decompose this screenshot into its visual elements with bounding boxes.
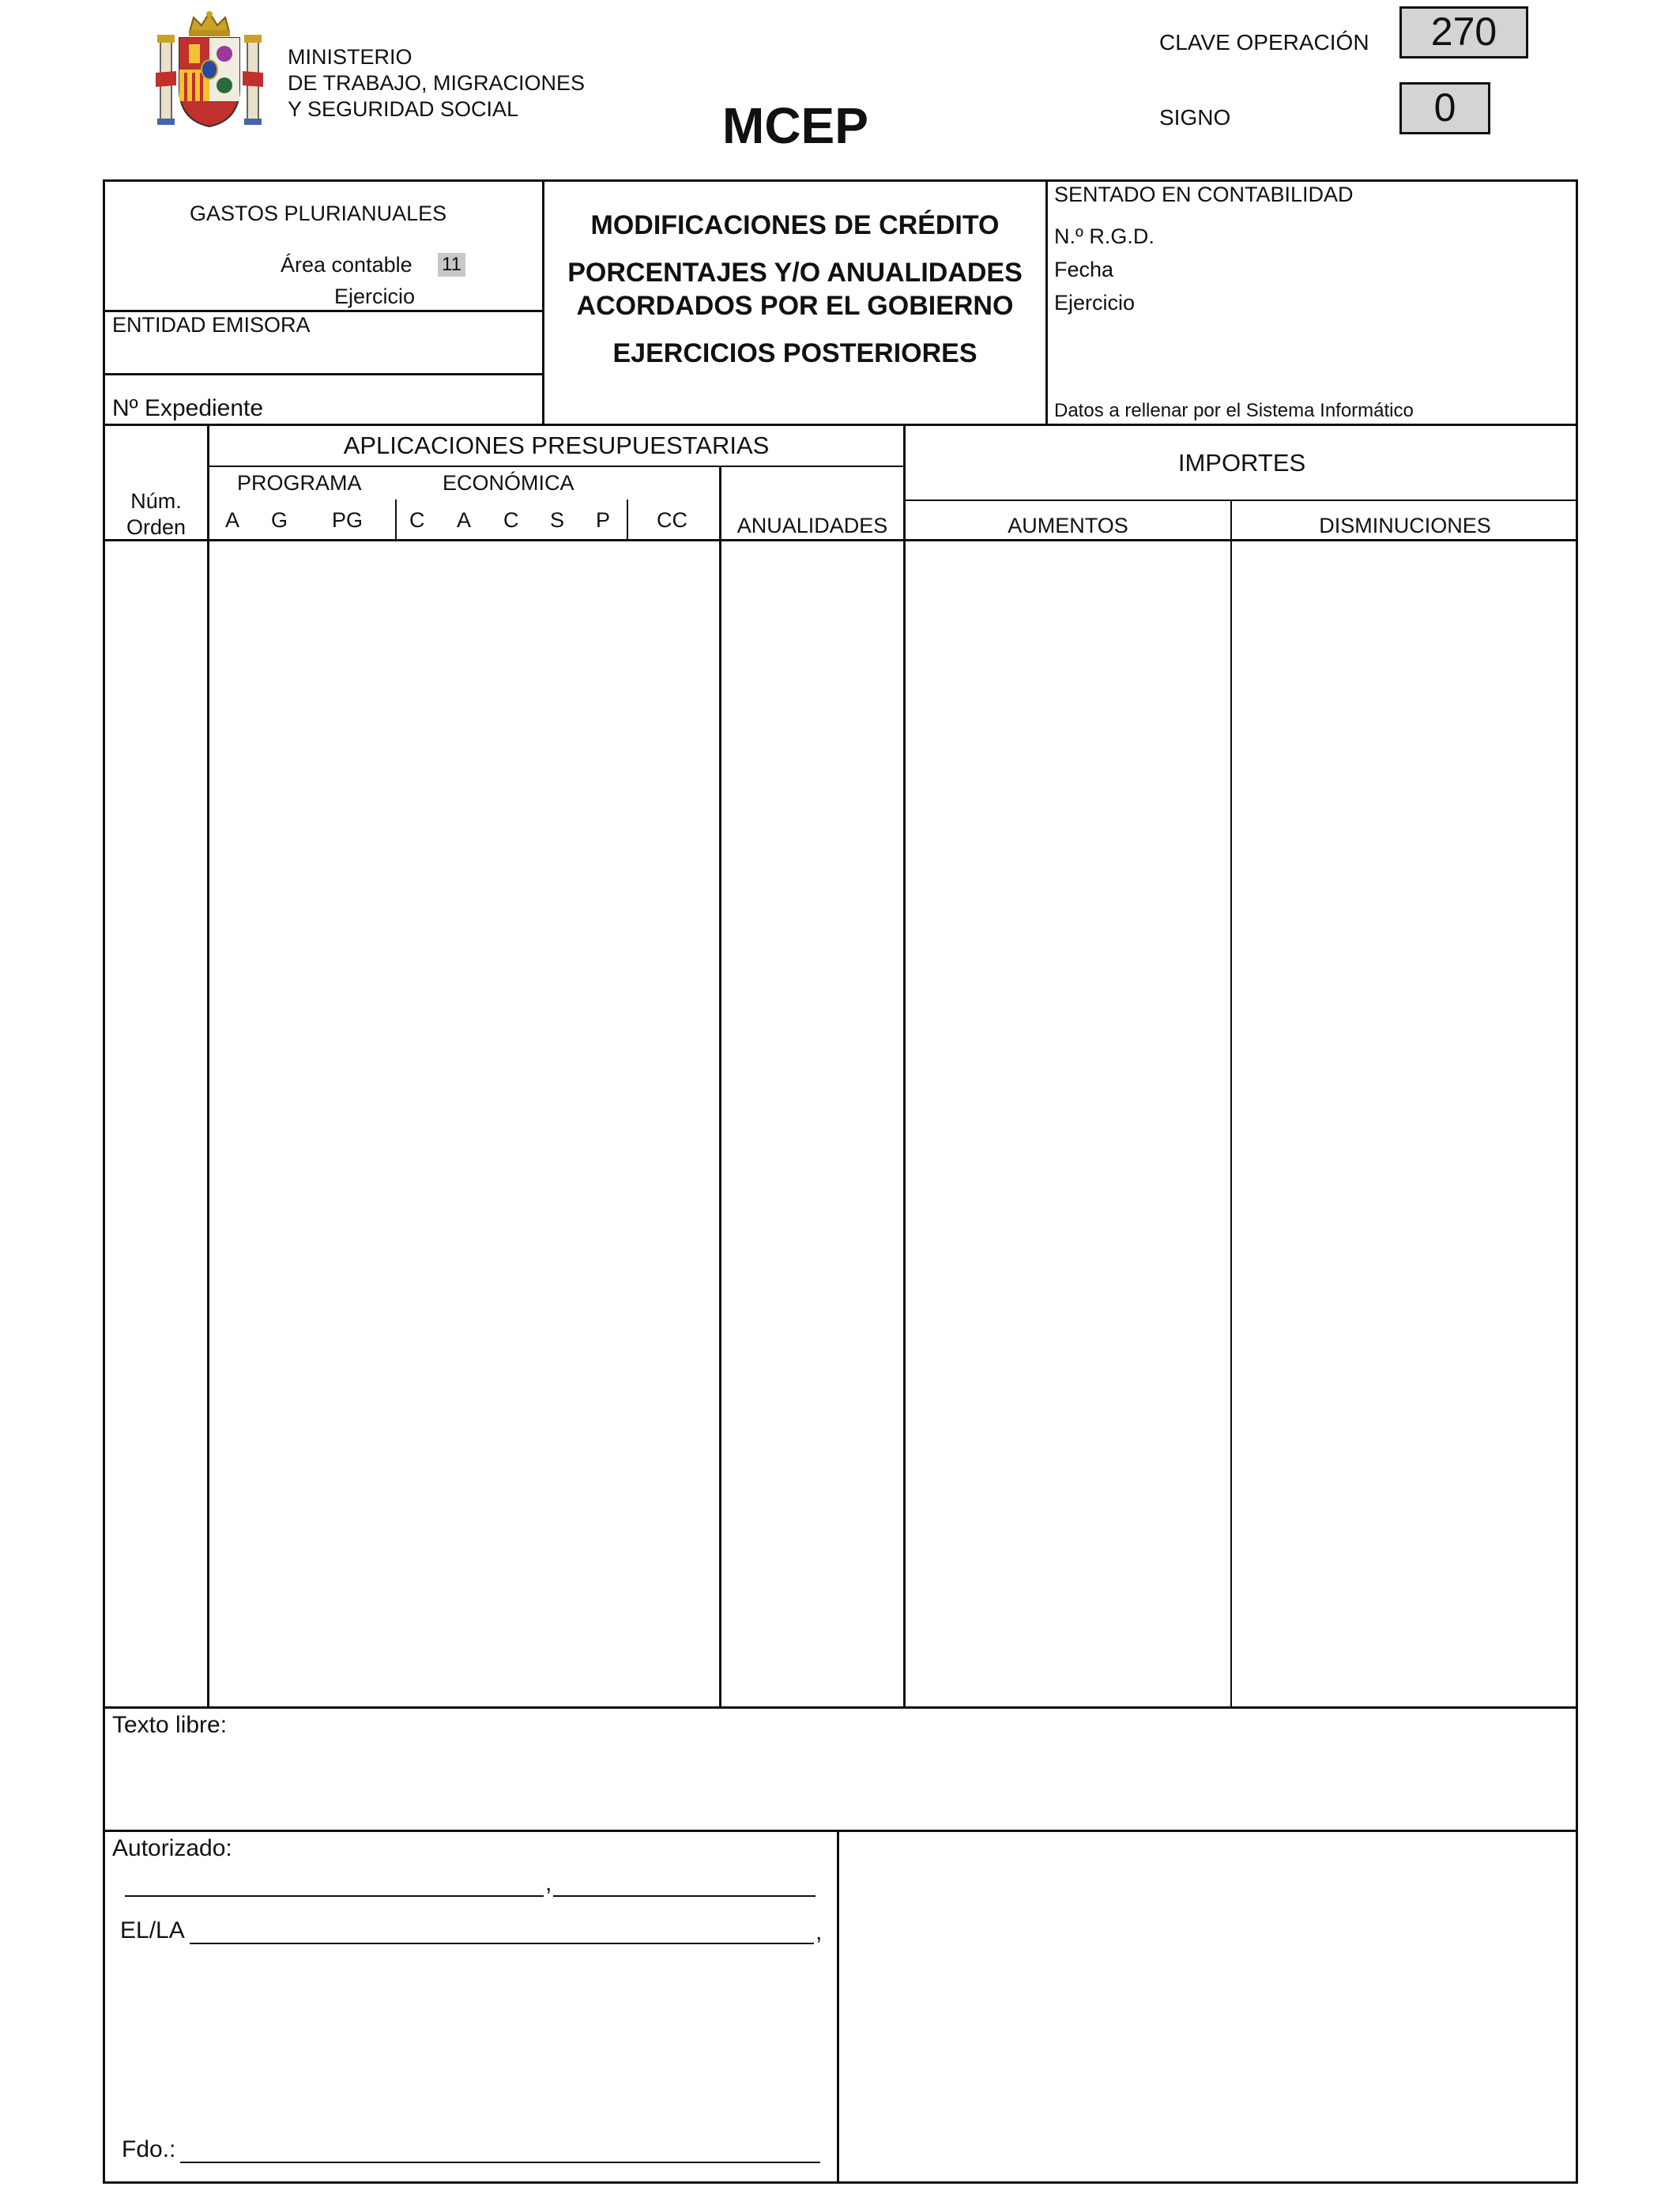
num-label: Núm. — [130, 489, 182, 513]
gastos-plurianuales-label: GASTOS PLURIANUALES — [190, 202, 447, 225]
title-line-4: EJERCICIOS POSTERIORES — [612, 338, 977, 368]
ejercicio-label: Ejercicio — [334, 285, 416, 308]
autorizado-comma: , — [545, 1870, 552, 1896]
el-la-label: EL/LA — [120, 1917, 185, 1943]
economica-header: ECONÓMICA — [443, 471, 574, 495]
title-line-2: PORCENTAJES Y/O ANUALIDADES — [567, 258, 1023, 288]
clave-operacion-label: CLAVE OPERACIÓN — [1159, 30, 1369, 55]
autorizado-label: Autorizado: — [112, 1835, 232, 1861]
top-divider-right — [1045, 179, 1048, 426]
programa-header: PROGRAMA — [237, 471, 362, 495]
num-orden-header — [105, 488, 207, 541]
econ-col-s: S — [550, 508, 565, 532]
ministry-line-3: Y SEGURIDAD SOCIAL — [288, 97, 519, 121]
gastos-bottom — [103, 310, 544, 312]
fdo-label: Fdo.: — [122, 2136, 176, 2162]
autorizado-line-2[interactable] — [553, 1895, 816, 1897]
rgd-label: N.º R.G.D. — [1054, 224, 1155, 248]
anualidades-header: ANUALIDADES — [736, 514, 888, 537]
el-la-comma: , — [816, 1919, 823, 1945]
ministry-line-2: DE TRABAJO, MIGRACIONES — [288, 71, 586, 95]
cc-col: CC — [657, 508, 687, 532]
sentado-contabilidad-label: SENTADO EN CONTABILIDAD — [1054, 183, 1354, 206]
table-body-area[interactable] — [105, 541, 1576, 1707]
fecha-label: Fecha — [1054, 258, 1114, 281]
entidad-bottom — [103, 373, 544, 375]
econ-col-c2: C — [503, 508, 519, 532]
table-bottom — [103, 1706, 1578, 1709]
coat-of-arms-logo — [154, 9, 265, 130]
prog-col-g: G — [271, 508, 288, 532]
expediente-label: Nº Expediente — [112, 395, 264, 421]
ejercicio-contable-label: Ejercicio — [1054, 291, 1136, 315]
disminuciones-header: DISMINUCIONES — [1319, 514, 1491, 537]
footer-right-area — [839, 1832, 1576, 2181]
form-code: MCEP — [722, 97, 868, 154]
ministry-name — [288, 44, 585, 123]
fdo-signature-line[interactable] — [180, 2162, 820, 2163]
entidad-emisora-label: ENTIDAD EMISORA — [112, 313, 311, 337]
texto-libre-label: Texto libre: — [112, 1712, 228, 1738]
autorizado-line-1[interactable] — [125, 1895, 544, 1897]
signo-value: 0 — [1399, 82, 1490, 134]
aumentos-header: AUMENTOS — [1008, 514, 1128, 537]
signo-label: SIGNO — [1159, 105, 1231, 130]
orden-label: Orden — [126, 515, 186, 539]
top-section-bottom — [103, 424, 1578, 426]
econ-col-c1: C — [409, 508, 425, 532]
econ-col-p: P — [596, 508, 611, 532]
title-line-3: ACORDADOS POR EL GOBIERNO — [576, 291, 1014, 321]
datos-sistema-note: Datos a rellenar por el Sistema Informático — [1054, 400, 1414, 421]
el-la-line[interactable] — [190, 1943, 814, 1944]
importes-underline — [903, 499, 1578, 501]
ministry-line-1: MINISTERIO — [288, 45, 412, 69]
prog-col-a: A — [225, 508, 240, 532]
form-title — [544, 209, 1045, 370]
aplicaciones-header: APLICACIONES PRESUPUESTARIAS — [343, 432, 770, 459]
econ-col-a: A — [457, 508, 472, 532]
texto-libre-field[interactable] — [105, 1743, 1576, 1828]
aplicaciones-underline — [207, 466, 903, 467]
prog-econ-divider — [395, 499, 397, 539]
title-line-1: MODIFICACIONES DE CRÉDITO — [590, 210, 1000, 240]
area-contable-label: Área contable — [281, 253, 412, 277]
prog-col-pg: PG — [332, 508, 363, 532]
clave-operacion-value: 270 — [1399, 6, 1528, 58]
importes-header: IMPORTES — [1177, 449, 1306, 477]
area-contable-value: 11 — [438, 253, 465, 277]
econ-cc-divider — [627, 499, 628, 539]
